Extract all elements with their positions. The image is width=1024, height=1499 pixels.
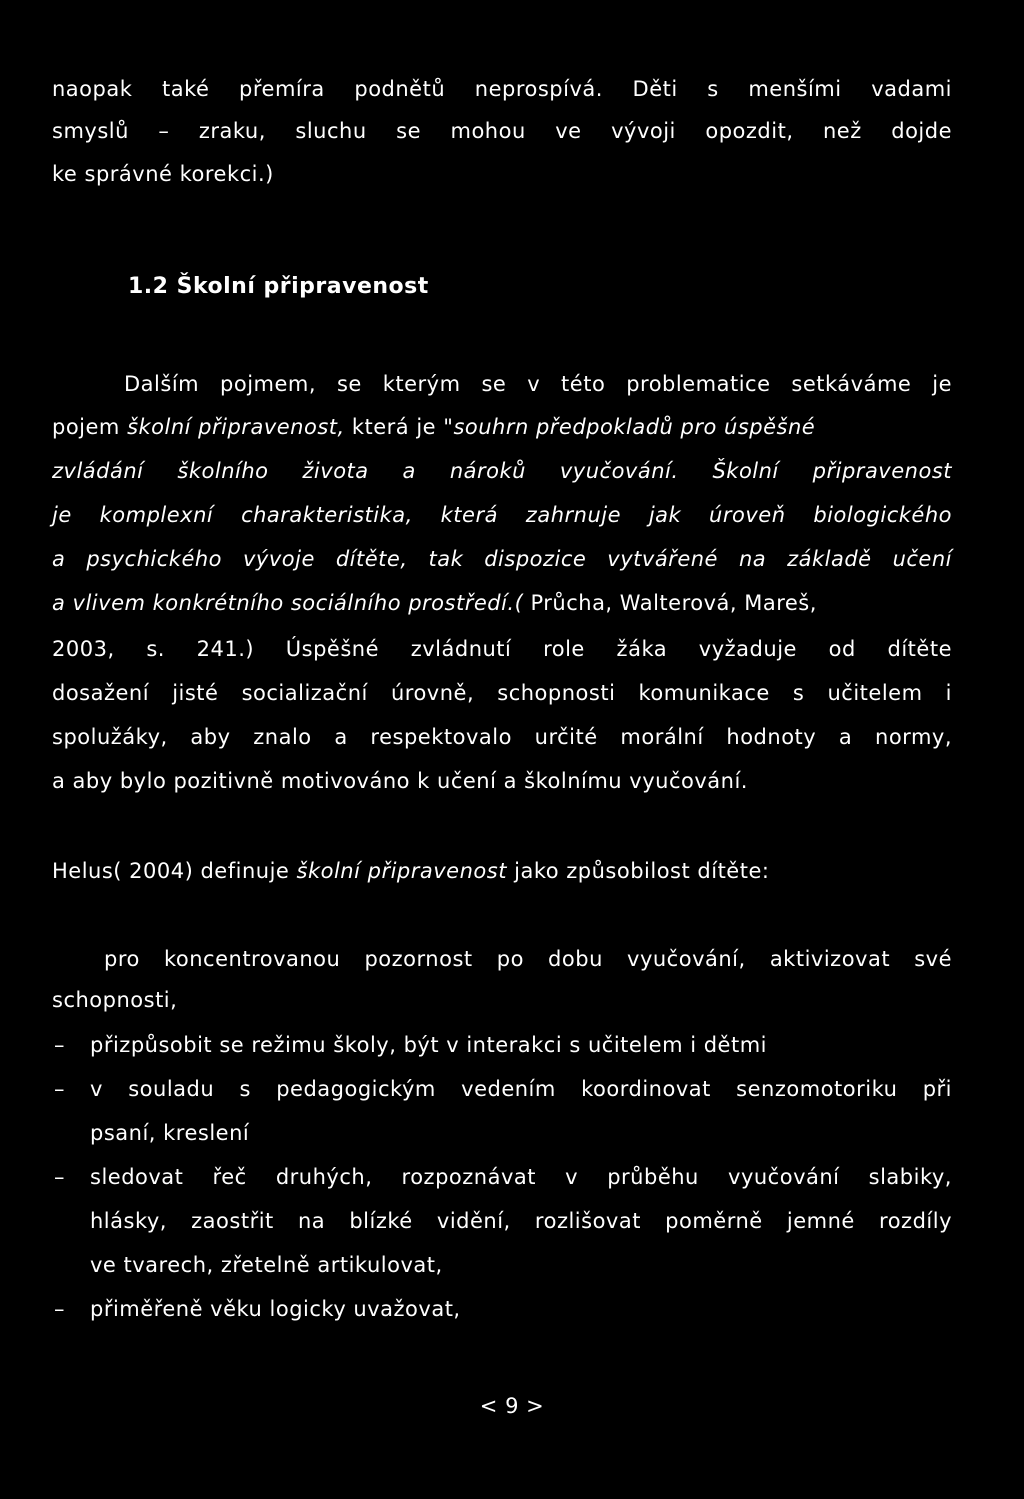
term-skolni-pripravenost: školní připravenost,	[127, 415, 345, 439]
helus-line-a: Helus( 2004) definuje	[52, 859, 297, 883]
intro-line-3: ke správné korekci.)	[52, 162, 274, 186]
definition-line-8: dosažení jisté socializační úrovně, schopnosti komunikace s učitelem i	[52, 681, 952, 705]
section-heading: 1.2 Školní připravenost	[128, 274, 429, 299]
list-item-3-line-3: ve tvarech, zřetelně artikulovat,	[90, 1253, 443, 1277]
list-first-continuation: schopnosti,	[52, 988, 178, 1012]
list-dash-3: –	[54, 1165, 65, 1189]
definition-line-5-text: a psychického vývoje dítěte, tak dispozice vytvářené na základě učení	[52, 547, 952, 571]
list-item-3-line-2: hlásky, zaostřit na blízké vidění, rozlišovat poměrně jemné rozdíly	[90, 1209, 952, 1233]
list-item-1: přizpůsobit se režimu školy, být v interakci s učitelem i dětmi	[90, 1033, 767, 1057]
definition-line-5	[52, 544, 952, 574]
definition-line-1: Dalším pojmem, se kterým se v této problematice setkáváme je	[124, 372, 952, 396]
definition-line-2	[52, 412, 952, 442]
list-item-2-line-1: v souladu s pedagogickým vedením koordinovat senzomotoriku při	[90, 1077, 952, 1101]
list-dash-4: –	[54, 1297, 65, 1321]
helus-term: školní připravenost	[296, 859, 507, 883]
definition-line-3-text: zvládání školního života a nároků vyučování. Školní připravenost	[52, 459, 952, 483]
helus-line-c: jako způsobilost dítěte:	[506, 859, 770, 883]
page-number: < 9 >	[479, 1394, 545, 1418]
helus-line	[52, 856, 952, 886]
definition-line-7: 2003, s. 241.) Úspěšné zvládnutí role žáka vyžaduje od dítěte	[52, 637, 952, 661]
definition-line-6-a: a vlivem konkrétního sociálního prostředí.(	[52, 591, 524, 615]
intro-line-2: smyslů – zraku, sluchu se mohou ve vývoji opozdit, než dojde	[52, 119, 952, 143]
list-item-2-line-2: psaní, kreslení	[90, 1121, 250, 1145]
definition-line-6	[52, 588, 952, 618]
quote-start: "souhrn předpokladů pro úspěšné	[443, 415, 816, 439]
list-dash-2: –	[54, 1077, 65, 1101]
list-first-line: pro koncentrovanou pozornost po dobu vyučování, aktivizovat své	[104, 947, 952, 971]
list-item-3-line-1: sledovat řeč druhých, rozpoznávat v průběhu vyučování slabiky,	[90, 1165, 952, 1189]
definition-line-2-c: která je	[344, 415, 444, 439]
definition-line-4	[52, 500, 952, 530]
definition-line-9: spolužáky, aby znalo a respektovalo určité morální hodnoty a normy,	[52, 725, 952, 749]
list-item-4: přiměřeně věku logicky uvažovat,	[90, 1297, 461, 1321]
definition-line-10: a aby bylo pozitivně motivováno k učení a školnímu vyučování.	[52, 769, 748, 793]
definition-line-4-text: je komplexní charakteristika, která zahrnuje jak úroveň biologického	[52, 503, 952, 527]
definition-line-3	[52, 456, 952, 486]
list-dash-1: –	[54, 1033, 65, 1057]
citation-authors: Průcha, Walterová, Mareš,	[523, 591, 817, 615]
intro-line-1: naopak také přemíra podnětů neprospívá. Děti s menšími vadami	[52, 77, 952, 101]
definition-line-2-a: pojem	[52, 415, 128, 439]
